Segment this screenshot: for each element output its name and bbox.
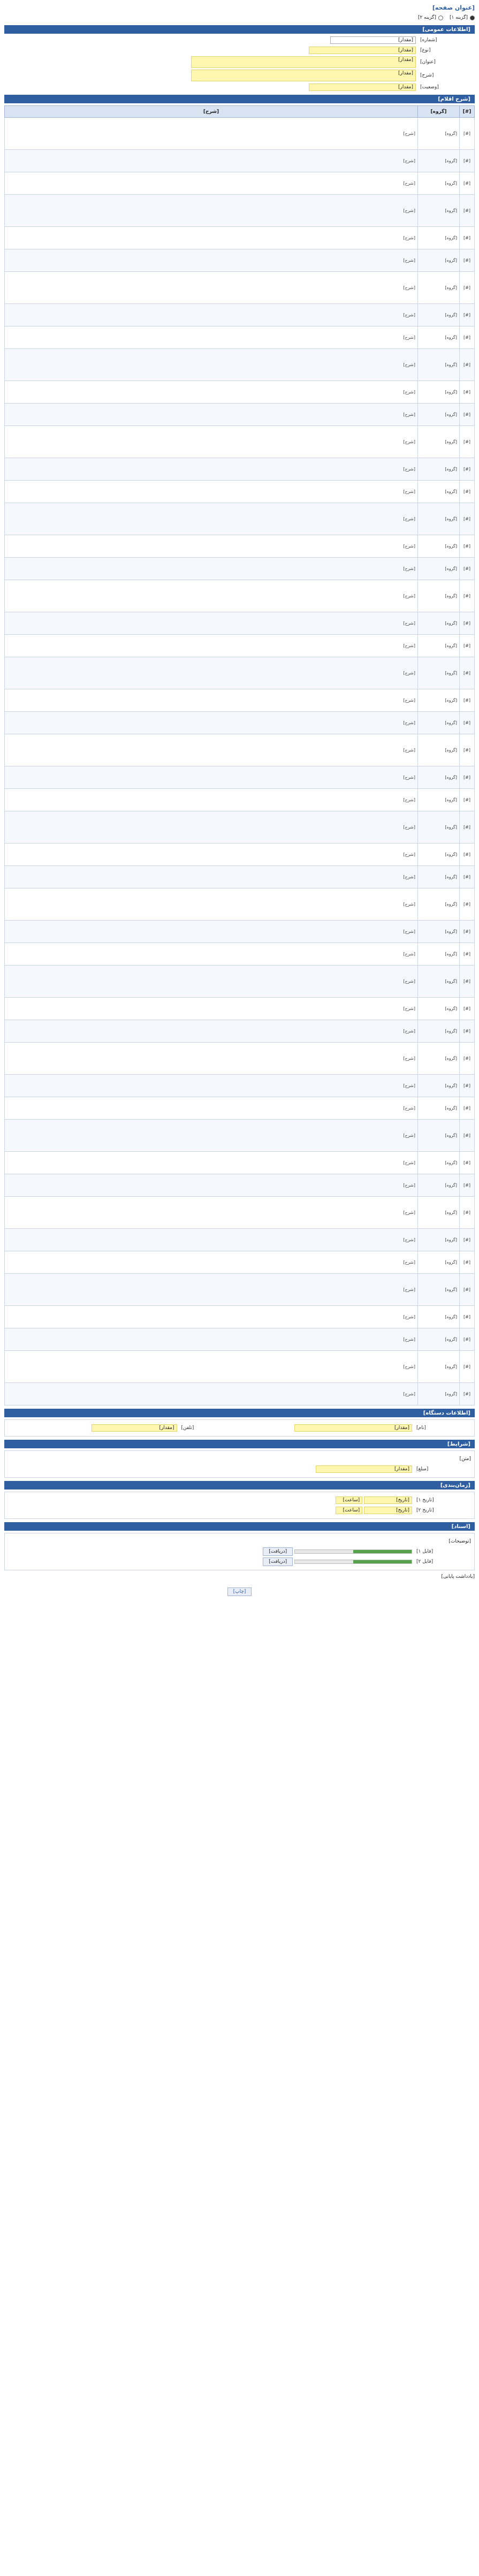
field-label: [شرح] [420,73,434,78]
file-name: [فایل ۲] [416,1559,434,1564]
table-row [5,1120,475,1152]
row-desc: [شرح] [5,943,418,966]
row-desc: [شرح] [5,481,418,503]
row-group: [گروه] [418,272,460,304]
table-row [5,249,475,272]
table-row [5,227,475,249]
row-num: [#] [460,349,475,381]
schedule-header: [زمان‌بندی] [4,1481,475,1490]
table-row [5,349,475,381]
row-num: [#] [460,635,475,657]
row-group: [گروه] [418,921,460,943]
row-group: [گروه] [418,1174,460,1197]
row-desc: [شرح] [5,866,418,888]
row-desc: [شرح] [5,503,418,535]
row-num: [#] [460,458,475,481]
download-button[interactable]: [دریافت] [263,1547,293,1556]
row-num: [#] [460,404,475,426]
type-option-1[interactable] [450,15,475,20]
row-desc: [شرح] [5,118,418,150]
schedule-time: [ساعت] [336,1507,362,1514]
items-header: [شرح اقلام] [4,95,475,103]
row-group: [گروه] [418,844,460,866]
row-num: [#] [460,326,475,349]
row-desc: [شرح] [5,612,418,635]
row-desc: [شرح] [5,535,418,558]
items-table [4,105,475,1405]
field-label: [شماره] [420,37,437,43]
row-num: [#] [460,888,475,921]
row-desc: [شرح] [5,1197,418,1229]
row-group: [گروه] [418,1075,460,1097]
file-progress-fill [353,1560,412,1563]
field-value: [مقدار] [309,47,416,54]
table-row [5,172,475,195]
row-group: [گروه] [418,1351,460,1383]
row-desc: [شرح] [5,1229,418,1251]
row-group: [گروه] [418,172,460,195]
row-group: [گروه] [418,866,460,888]
print-button[interactable]: [چاپ] [227,1587,252,1596]
schedule-label: [تاریخ ۱] [416,1498,434,1503]
row-group: [گروه] [418,118,460,150]
table-row [5,118,475,150]
table-row [5,766,475,789]
schedule-time: [ساعت] [336,1496,362,1504]
table-row [5,580,475,612]
table-row [5,1020,475,1043]
field-value: [مقدار] [294,1424,412,1432]
row-group: [گروه] [418,734,460,766]
file-progress-fill [353,1550,412,1553]
row-desc: [شرح] [5,844,418,866]
row-num: [#] [460,503,475,535]
row-group: [گروه] [418,404,460,426]
row-group: [گروه] [418,304,460,326]
type-options [4,13,475,22]
row-desc: [شرح] [5,1120,418,1152]
row-group: [گروه] [418,1097,460,1120]
row-desc: [شرح] [5,921,418,943]
row-group: [گروه] [418,558,460,580]
general-header: [اطلاعات عمومی] [4,25,475,34]
row-desc: [شرح] [5,1174,418,1197]
table-row [5,1328,475,1351]
table-row [5,1043,475,1075]
table-row [5,966,475,998]
table-row [5,657,475,689]
col-desc: [شرح] [5,106,418,118]
field-value: [مقدار] [330,36,416,44]
col-group: [گروه] [418,106,460,118]
file-name: [فایل ۱] [416,1549,434,1554]
row-desc: [شرح] [5,1097,418,1120]
row-num: [#] [460,381,475,404]
row-group: [گروه] [418,535,460,558]
amount-label: [مبلغ] [416,1466,429,1472]
table-row [5,1274,475,1306]
table-row [5,943,475,966]
general-fields [4,36,475,92]
row-num: [#] [460,811,475,844]
row-desc: [شرح] [5,966,418,998]
row-desc: [شرح] [5,657,418,689]
field-value: [مقدار] [191,70,416,81]
row-num: [#] [460,535,475,558]
row-group: [گروه] [418,789,460,811]
field-label: [نوع] [420,48,431,53]
row-group: [گروه] [418,349,460,381]
row-desc: [شرح] [5,172,418,195]
table-row [5,304,475,326]
row-desc: [شرح] [5,766,418,789]
row-desc: [شرح] [5,1251,418,1274]
row-group: [گروه] [418,943,460,966]
organizer-panel [4,1419,475,1437]
row-group: [گروه] [418,1328,460,1351]
row-desc: [شرح] [5,349,418,381]
table-row [5,635,475,657]
table-row [5,503,475,535]
row-num: [#] [460,943,475,966]
footer-note: [یادداشت پایانی] [441,1574,475,1579]
row-desc: [شرح] [5,888,418,921]
schedule-date: [تاریخ] [364,1496,412,1504]
row-desc: [شرح] [5,458,418,481]
col-num: [#] [460,106,475,118]
row-num: [#] [460,1043,475,1075]
table-row [5,326,475,349]
row-group: [گروه] [418,1306,460,1328]
row-num: [#] [460,1120,475,1152]
row-num: [#] [460,789,475,811]
documents-header: [اسناد] [4,1522,475,1531]
row-num: [#] [460,1197,475,1229]
row-group: [گروه] [418,580,460,612]
row-group: [گروه] [418,888,460,921]
row-desc: [شرح] [5,195,418,227]
row-desc: [شرح] [5,998,418,1020]
table-row [5,535,475,558]
row-group: [گروه] [418,811,460,844]
field-label: [عنوان] [420,59,436,65]
table-row [5,1197,475,1229]
items-body [5,118,475,1405]
row-num: [#] [460,657,475,689]
row-desc: [شرح] [5,1274,418,1306]
row-group: [گروه] [418,1383,460,1405]
table-row [5,1383,475,1405]
conditions-panel [4,1450,475,1478]
row-group: [گروه] [418,1043,460,1075]
schedule-date: [تاریخ] [364,1507,412,1514]
radio-selected-icon [470,16,475,20]
row-num: [#] [460,766,475,789]
row-group: [گروه] [418,1152,460,1174]
table-row [5,866,475,888]
row-desc: [شرح] [5,789,418,811]
row-num: [#] [460,1075,475,1097]
table-row [5,1097,475,1120]
table-row [5,789,475,811]
row-desc: [شرح] [5,227,418,249]
row-num: [#] [460,866,475,888]
table-row [5,1306,475,1328]
radio-empty-icon [438,16,443,20]
row-desc: [شرح] [5,272,418,304]
row-desc: [شرح] [5,150,418,172]
organizer-header: [اطلاعات دستگاه] [4,1409,475,1417]
row-group: [گروه] [418,1120,460,1152]
row-group: [گروه] [418,1274,460,1306]
row-group: [گروه] [418,426,460,458]
table-row [5,558,475,580]
table-row [5,1351,475,1383]
row-num: [#] [460,580,475,612]
row-group: [گروه] [418,1020,460,1043]
row-num: [#] [460,1229,475,1251]
row-num: [#] [460,921,475,943]
row-group: [گروه] [418,612,460,635]
row-desc: [شرح] [5,580,418,612]
row-num: [#] [460,966,475,998]
field-label: [تلفن] [181,1425,194,1431]
row-num: [#] [460,1328,475,1351]
row-desc: [شرح] [5,1075,418,1097]
row-group: [گروه] [418,249,460,272]
field-value: [مقدار] [309,83,416,91]
row-desc: [شرح] [5,811,418,844]
table-row [5,381,475,404]
row-group: [گروه] [418,766,460,789]
row-num: [#] [460,118,475,150]
row-desc: [شرح] [5,249,418,272]
row-group: [گروه] [418,1197,460,1229]
row-group: [گروه] [418,998,460,1020]
row-num: [#] [460,1174,475,1197]
table-row [5,195,475,227]
row-num: [#] [460,1274,475,1306]
table-row [5,1174,475,1197]
documents-panel [4,1533,475,1570]
table-row [5,1152,475,1174]
row-desc: [شرح] [5,734,418,766]
type-option-label: [گزینه ۲] [417,15,436,20]
table-row [5,150,475,172]
row-desc: [شرح] [5,1383,418,1405]
row-group: [گروه] [418,150,460,172]
row-desc: [شرح] [5,712,418,734]
row-group: [گروه] [418,635,460,657]
conditions-text: [متن] [459,1456,471,1462]
row-group: [گروه] [418,712,460,734]
row-num: [#] [460,249,475,272]
row-group: [گروه] [418,689,460,712]
row-num: [#] [460,844,475,866]
table-row [5,734,475,766]
table-row [5,811,475,844]
table-row [5,612,475,635]
row-desc: [شرح] [5,1020,418,1043]
type-option-label: [گزینه ۱] [449,15,468,20]
documents-note: [توضیحات] [448,1539,471,1544]
row-desc: [شرح] [5,558,418,580]
download-button[interactable]: [دریافت] [263,1557,293,1566]
row-num: [#] [460,1152,475,1174]
row-group: [گروه] [418,195,460,227]
table-row [5,844,475,866]
row-desc: [شرح] [5,1351,418,1383]
row-group: [گروه] [418,481,460,503]
row-group: [گروه] [418,1251,460,1274]
row-group: [گروه] [418,503,460,535]
row-desc: [شرح] [5,404,418,426]
row-num: [#] [460,1020,475,1043]
row-group: [گروه] [418,1229,460,1251]
row-num: [#] [460,1351,475,1383]
table-row [5,404,475,426]
row-num: [#] [460,150,475,172]
table-row [5,426,475,458]
table-row [5,888,475,921]
row-desc: [شرح] [5,326,418,349]
table-row [5,712,475,734]
table-row [5,689,475,712]
row-num: [#] [460,227,475,249]
row-num: [#] [460,172,475,195]
row-num: [#] [460,1306,475,1328]
table-row [5,1229,475,1251]
row-desc: [شرح] [5,1306,418,1328]
row-num: [#] [460,1383,475,1405]
row-group: [گروه] [418,657,460,689]
schedule-label: [تاریخ ۲] [416,1508,434,1513]
row-group: [گروه] [418,326,460,349]
table-row [5,481,475,503]
row-group: [گروه] [418,966,460,998]
row-desc: [شرح] [5,689,418,712]
conditions-header: [شرایط] [4,1440,475,1448]
row-desc: [شرح] [5,1043,418,1075]
row-desc: [شرح] [5,381,418,404]
field-label: [وضعیت] [420,85,439,90]
row-num: [#] [460,998,475,1020]
row-num: [#] [460,1251,475,1274]
table-row [5,998,475,1020]
field-value: [مقدار] [191,56,416,68]
table-row [5,458,475,481]
schedule-panel [4,1492,475,1519]
row-desc: [شرح] [5,1328,418,1351]
table-row [5,1251,475,1274]
row-num: [#] [460,195,475,227]
row-num: [#] [460,612,475,635]
row-group: [گروه] [418,381,460,404]
table-row [5,1075,475,1097]
table-row [5,272,475,304]
row-num: [#] [460,481,475,503]
field-label: [نام] [416,1425,426,1431]
row-group: [گروه] [418,458,460,481]
row-desc: [شرح] [5,426,418,458]
amount-value: [مقدار] [316,1465,412,1473]
row-num: [#] [460,734,475,766]
row-group: [گروه] [418,227,460,249]
row-num: [#] [460,558,475,580]
row-num: [#] [460,426,475,458]
row-desc: [شرح] [5,304,418,326]
file-progress-bar [294,1560,412,1564]
row-num: [#] [460,712,475,734]
row-num: [#] [460,304,475,326]
row-num: [#] [460,689,475,712]
row-num: [#] [460,1097,475,1120]
row-desc: [شرح] [5,1152,418,1174]
table-row [5,921,475,943]
field-value: [مقدار] [92,1424,177,1432]
file-progress-bar [294,1549,412,1554]
type-option-2[interactable] [418,15,443,20]
row-num: [#] [460,272,475,304]
row-desc: [شرح] [5,635,418,657]
page-title: [عنوان صفحه] [432,4,475,11]
